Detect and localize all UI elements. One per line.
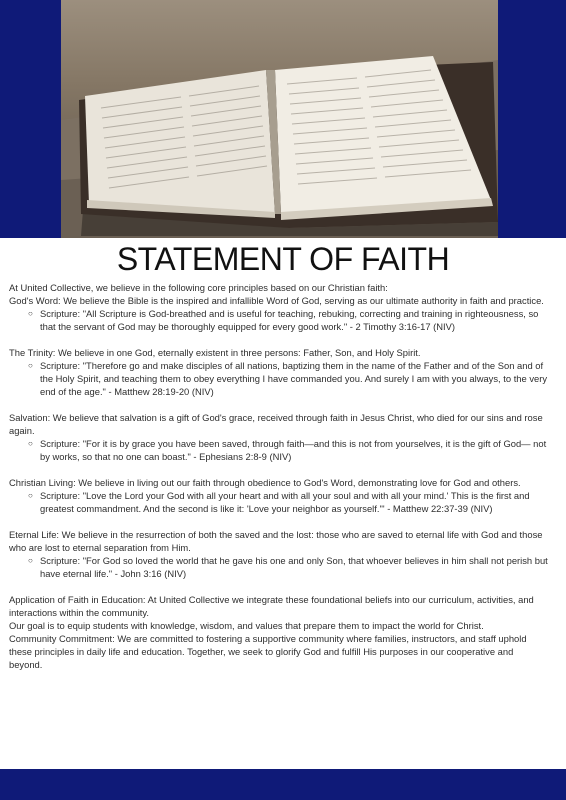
intro-paragraph: At United Collective, we believe in the following core principles based on our Christian faith: (9, 282, 388, 293)
section-text: Eternal Life: We believe in the resurrection of both the saved and the lost: those who are saved to eternal life with God and those who are lost to eternal separation from Him. (9, 529, 543, 553)
scripture-list (9, 307, 549, 333)
scripture-list (9, 359, 549, 398)
statement-body (9, 281, 549, 671)
scripture-list (9, 489, 549, 515)
section-text: Salvation: We believe that salvation is a gift of God's grace, received through faith in Jesus Christ, who died for our sins and rose again. (9, 412, 543, 436)
bible-photo (61, 0, 498, 238)
section-gods-word (9, 294, 549, 333)
scripture-list (9, 437, 549, 463)
section-christian-living (9, 476, 549, 515)
scripture-quote: ○ Scripture: "For it is by grace you have been saved, through faith—and this is not from yourselves, it is the gift of God— not by works, so that no one can boast." - Ephesians 2:8-9 (NIV) (40, 437, 549, 463)
scripture-quote: ○ Scripture: "Therefore go and make disciples of all nations, baptizing them in the name of the Father and of the Son and of the Holy Spirit, and teaching them to obey everything I have commanded you. And surely I am with you always, to the very end of the age." - Matthew 28:19-20 (NIV) (40, 359, 549, 398)
application-paragraph: Application of Faith in Education: At United Collective we integrate these foundational beliefs into our curriculum, activities, and interactions within the community. (9, 594, 534, 618)
scripture-quote: ○ Scripture: "For God so loved the world that he gave his one and only Son, that whoever believes in him shall not perish but have eternal life." - John 3:16 (NIV) (40, 554, 549, 580)
section-salvation (9, 411, 549, 463)
scripture-quote: ○ Scripture: "All Scripture is God-breathed and is useful for teaching, rebuking, correcting and training in righteousness, so that the servant of God may be thoroughly equipped for every good work." - 2 Timothy 3:16-17 (NIV) (40, 307, 549, 333)
section-trinity (9, 346, 549, 398)
page-title: STATEMENT OF FAITH (116, 241, 450, 277)
scripture-list (9, 554, 549, 580)
section-eternal-life (9, 528, 549, 580)
section-text: Christian Living: We believe in living out our faith through obedience to God's Word, demonstrating love for God and others. (9, 477, 521, 488)
section-text: God's Word: We believe the Bible is the inspired and infallible Word of God, serving as our ultimate authority in faith and practice. (9, 295, 544, 306)
bottom-blue-band (0, 769, 566, 800)
section-text: The Trinity: We believe in one God, eternally existent in three persons: Father, Son, and Holy Spirit. (9, 347, 421, 358)
community-paragraph: Community Commitment: We are committed to fostering a supportive community where families, instructors, and staff uphold these principles in daily life and education. Together, we seek to glorify God and fulfill His purposes in our cooperative and beyond. (9, 633, 527, 670)
goal-paragraph: Our goal is to equip students with knowledge, wisdom, and values that prepare them to impact the world for Christ. (9, 620, 484, 631)
scripture-quote: ○ Scripture: "Love the Lord your God with all your heart and with all your soul and with all your mind.' This is the first and greatest commandment. And the second is like it: 'Love your neighbor as yourself.'" - Matthew 22:37-39 (NIV) (40, 489, 549, 515)
